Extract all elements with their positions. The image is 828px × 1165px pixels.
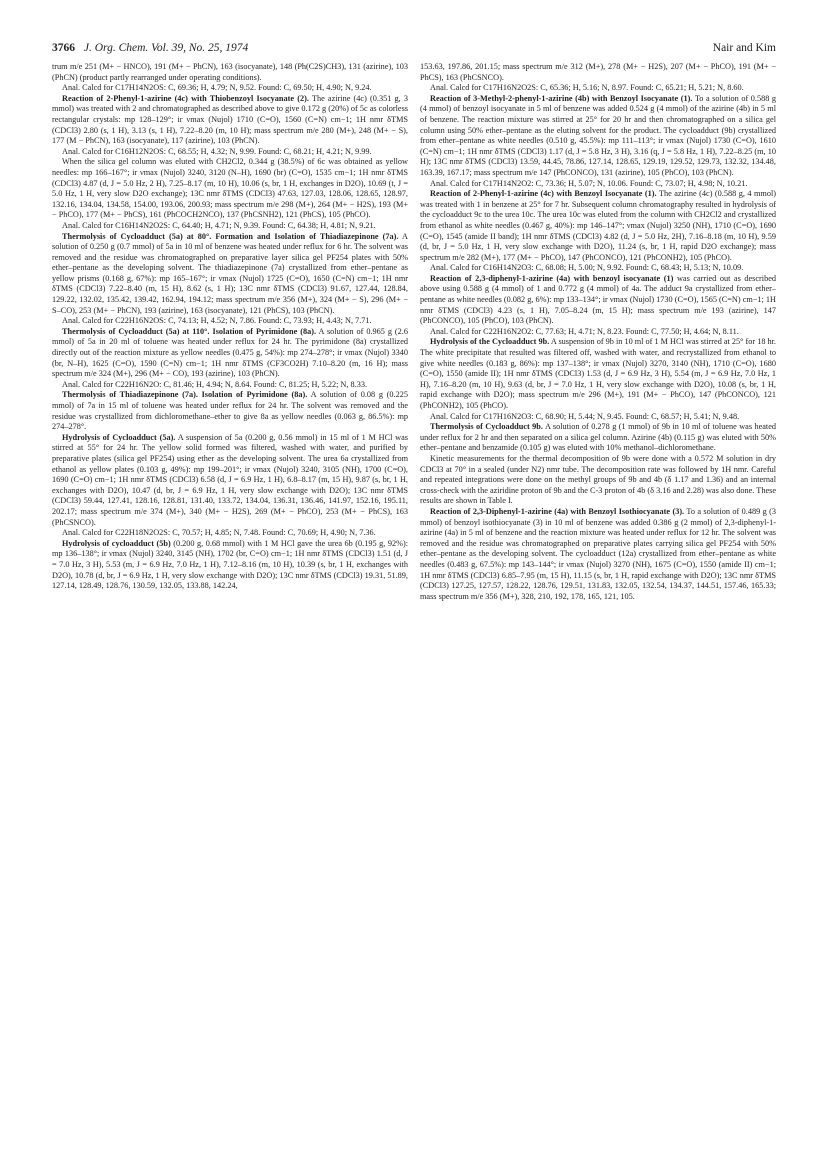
paragraph <box>52 380 408 391</box>
paragraph <box>420 94 776 179</box>
paragraph <box>420 454 776 507</box>
paragraph <box>420 507 776 602</box>
paragraph-text: Anal. Calcd for C16H14N2O2S: C, 64.40; H, 4.71; N, 9.39. Found: C, 64.38; H, 4.81; N, 9.21. <box>62 220 376 230</box>
paragraph-text: Anal. Calcd for C17H14N2O2: C, 73.36; H, 5.07; N, 10.06. Found: C, 73.07; H, 4.98; N, 10.21. <box>430 178 748 188</box>
paragraph-text: A solution of 0.278 g (1 mmol) of 9b in 10 ml of toluene was heated under reflux for 2 hr and then separated on a silica gel column. Azirine (4b) (0.115 g) was eluted with 50% ether–pentane and benzamide (0.105 g) was eluted with 10% methanol–dichloromethane. <box>420 422 776 453</box>
paragraph-text: When the silica gel column was eluted with CH2Cl2, 0.344 g (38.5%) of 6c was obtained as yellow needles: mp 166–167°; ir νmax (Nujol) 3240, 3120 (N–H), 1690 (br) (C=O), 1535 cm−1; 1H nmr δTMS (CDCl3) 4.87 (d, J = 5.0 Hz, 2 H), 7.25–8.17 (m, 10 H), 10.06 (s, br, 1 H, exchanges in D2O), 10.69 (t, J = 5.0 Hz, 1 H, very slow D2O exchange); 13C nmr δTMS (CDCl3) 47.63, 127.03, 128.06, 128.65, 128.97, 132.16, 134.04, 134.58, 154.00, 193.06, 200.93; mass spectrum m/e 298 (M+), 264 (M+ − H2S), 193 (M+ − PhCO), 177 (M+ − PhCS), 161 (PhCOCH2NCO), 137 (PhCSNH2), 121 (PhCS), 105 (PhCO). <box>52 157 408 220</box>
section-heading: Thermolysis of Cycloadduct (5a) at 110°. Isolation of Pyrimidone (8a). <box>62 326 317 336</box>
paragraph-text: Kinetic measurements for the thermal decomposition of 9b were done with a 0.572 M solution in dry CDCl3 at 70° in a sealed (under N2) nmr tube. The decomposition rate was followed by 1H nmr. Careful and repeated integrations were done on the methyl groups of 9b and 4b (δ 1.17 and 1.36) and an internal cross-check with the aziridine proton of 9b and the C-3 proton of 4b (δ 3.16 and 2.28) was also done. These results are shown in Table I. <box>420 453 776 506</box>
paragraph-text: A suspension of 9b in 10 ml of 1 M HCl was stirred at 25° for 18 hr. The white precipitate that resulted was filtered off, washed with water, and recrystallized from ethanol to give white needles (0.183 g, 86%): mp 137–138°; ir νmax (Nujol) 3270, 3140 (NH), 1710 (C=O), 1680 (C=O), 1550 (amide II); 1H nmr δTMS (CDCl3) 1.53 (d, J = 6.9 Hz, 3 H), 5.54 (m, J = 6.9 Hz, 7.0 Hz, 1 H), 7.16–8.20 (m, 10 H), 9.63 (d, br, J = 7.0 Hz, 1 H, very slow exchange with D2O), 10.08 (s, br, 1 H, rapid exchange with D2O); mass spectrum m/e 296 (M+), 191 (M+ − PhCO), 147 (PhCONCO), 121 (PhCONH2), 105 (PhCO). <box>420 337 776 410</box>
paragraph-text: Anal. Calcd for C17H16N2O2S: C, 65.36; H, 5.16; N, 8.97. Found: C, 65.21; H, 5.21; N, 8.60. <box>430 83 744 93</box>
paragraph-text: A solution of 0.965 g (2.6 mmol) of 5a in 20 ml of toluene was heated under reflux for 24 hr. The pyrimidone (8a) crystallized directly out of the reaction mixture as yellow needles (0.475 g, 54%): mp 274–278°; ir νmax (Nujol) 3340 (br, N–H), 1625 (C=O), 1590 (C=N) cm−1; 1H nmr δTMS (CF3CO2H) 7.10–8.20 (m, 16 H); mass spectrum m/e 324 (M+), 296 (M+ − CO), 193 (azirine), 103 (PhCN). <box>52 326 408 379</box>
paragraph-text: The azirine (4c) (0.588 g, 4 mmol) was treated with 1 in benzene at 25° for 7 hr. Subsequent column chromatography resulted in hydrolysis of the cycloadduct 9c to the urea 10c. The urea 10c was eluted from the column with CH2Cl2 and crystallized from ethanol as white needles (0.467 g, 40%): mp 146–147°; νmax (Nujol) 3250 (NH), 1710 (C=O), 1690 (C=O), 1545 (amide II band); 1H nmr δTMS (CDCl3) 4.82 (d, J = 5.0 Hz, 2H), 7.16–8.18 (m, 10 H), 9.59 (d, br, J = 5.0 Hz, 1 H, very slow exchange with D2O), 11.24 (s, br, 1 H, rapid D2O exchange); mass spectrum m/e 282 (M+), 177 (M+ − PhCO), 147 (PhCONCO), 121 (PhCONH2), 105 (PhCO). <box>420 189 776 262</box>
paragraph-text: (0.200 g, 0.68 mmol) with 1 M HCl gave the urea 6b (0.195 g, 92%): mp 136–138°; ir νmax (Nujol) 3240, 3145 (NH), 1702 (br, C=O) cm−1; 1H nmr δTMS (CDCl3) 1.51 (d, J = 7.0 Hz, 3 H), 5.53 (m, J = 6.9 Hz, 7.0 Hz, 1 H), 7.12–8.16 (m, 10 H), 10.39 (s, br, 1 H, exchanges with D2O), 10.78 (d, br, J = 6.9 Hz, 1 H, very slow exchange with D2O); 13C nmr δTMS (CDCl3) 19.31, 51.89, 127.14, 128.49, 128.76, 130.59, 132.05, 133.88, 142.24, <box>52 538 408 591</box>
paragraph <box>52 232 408 317</box>
author-names: Nair and Kim <box>712 42 776 54</box>
section-heading: Thermolysis of Cycloadduct 9b. <box>430 422 543 432</box>
paragraph-text: A suspension of 5a (0.200 g, 0.56 mmol) in 15 ml of 1 M HCl was stirred at 55° for 24 hr. The yellow solid formed was filtered, washed with water, and purified by preparative plates (silica gel PF254) using ether as the developing solvent. The urea 6a crystallized from ethanol as yellow plates (0.103 g, 49%): mp 199–201°; ir νmax (Nujol) 3240, 3105 (NH), 1700 (C=O), 1690 (C=O) cm−1; 1H nmr δTMS (CDCl3) 6.58 (d, J = 6.9 Hz, 1 H), 6.8–8.17 (m, 15 H), 9.87 (s, br, 1 H, exchanges with D2O), 10.47 (d, br, J = 6.9 Hz, 1 H, very slow exchange with D2O); 13C nmr δTMS (CDCl3) 59.44, 127.41, 128.16, 128.81, 131.40, 133.72, 134.04, 136.31, 136.46, 141.97, 152.16, 195.11, 202.17; mass spectrum m/e 374 (M+), 340 (M+ − H2S), 269 (M+ − PhCO), 253 (M+ − PhCS), 163 (PhCSNCO). <box>52 432 408 527</box>
paragraph <box>420 263 776 274</box>
paragraph <box>52 94 408 147</box>
section-heading: Reaction of 2-Phenyl-1-azirine (4c) with Thiobenzoyl Isocyanate (2). <box>62 93 309 103</box>
paragraph-text: A solution of 0.250 g (0.7 mmol) of 5a in 10 ml of benzene was heated under reflux for 6 hr. The solvent was removed and the residue was chromatographed on preparative layer silica gel PF254 plates with 50% ether–pentane as the developing solvent. The thiadiazepinone (7a) crystallized from ether–pentane as yellow prisms (0.168 g, 67%): mp 165–167°; ir νmax (Nujol) 1725 (C=O), 1650 (C=N) cm−1; 1H nmr δTMS (CDCl3) 7.22–8.40 (m, 15 H), 8.62 (s, 1 H); 13C nmr δTMS (CDCl3) 91.67, 127.44, 128.84, 129.22, 132.02, 135.42, 139.42, 162.94, 194.12; mass spectrum m/e 356 (M+), 324 (M+ − S), 296 (M+ − S–CO), 253 (M+ − PhCN), 193 (azirine), 163 (isocyanate), 121 (PhCS), 103 (PhCN). <box>52 231 408 315</box>
paragraph-text: Anal. Calcd for C22H18N2O2S: C, 70.57; H, 4.85; N, 7.48. Found: C, 70.69; H, 4.90; N, 7.36. <box>62 528 376 538</box>
paragraph-text: was carried out as described above using 0.588 g (4 mmol) of 1 and 0.772 g (4 mmol) of 4a. The adduct 9a crystallized from ether–pentane as white needles (0.082 g, 6%): mp 133–134°; ir νmax (Nujol) 1730 (C=O), 1565 (C=N) cm−1; 1H nmr δTMS (CDCl3) 4.23 (s, 1 H), 7.05–8.24 (m, 15 H); mass spectrum m/e 193 (azirine), 147 (PhCONCO), 105 (PhCO), 103 (PhCN). <box>420 273 776 326</box>
paragraph-text: Anal. Calcd for C16H12N2OS: C, 68.55; H, 4.32; N, 9.99. Found: C, 68.21; H, 4.21; N, 9.99. <box>62 146 372 156</box>
left-column <box>52 62 408 1152</box>
section-heading: Reaction of 2-Phenyl-1-azirine (4c) with Benzoyl Isocyanate (1). <box>430 189 657 199</box>
section-heading: Thermolysis of Cycloadduct (5a) at 80°. Formation and Isolation of Thiadiazepinone (7a). <box>62 231 399 241</box>
paragraph <box>420 62 776 83</box>
paragraph-text: Anal. Calcd for C22H16N2OS: C, 74.13; H, 4.52; N, 7.86. Found: C, 73.93; H, 4.43; N, 7.71. <box>62 316 372 326</box>
paragraph <box>52 390 408 432</box>
paragraph-text: Anal. Calcd for C22H16N2O: C, 81.46; H, 4.94; N, 8.64. Found: C, 81.25; H, 5.22; N, 8.33. <box>62 379 368 389</box>
paragraph <box>52 221 408 232</box>
paragraph <box>52 327 408 380</box>
right-column <box>420 62 776 1152</box>
paragraph <box>52 147 408 158</box>
paragraph <box>52 157 408 221</box>
paragraph <box>420 422 776 454</box>
running-header <box>52 40 776 56</box>
paragraph <box>420 412 776 423</box>
paragraph-text: Anal. Calcd for C17H14N2OS: C, 69.36; H, 4.79; N, 9.52. Found: C, 69.50; H, 4.90; N, 9.24. <box>62 83 372 93</box>
paragraph <box>52 528 408 539</box>
journal-citation: J. Org. Chem. Vol. 39, No. 25, 1974 <box>83 42 249 54</box>
paragraph-text: Anal. Calcd for C16H14N2O3: C, 68.08; H, 5.00; N, 9.92. Found: C, 68.43; H, 5.13; N, 10.09. <box>430 263 744 273</box>
section-heading: Reaction of 2,3-diphenyl-1-azirine (4a) with benzoyl isocyanate (1) <box>430 273 674 283</box>
paragraph <box>420 83 776 94</box>
paragraph-text: Anal. Calcd for C17H16N2O3: C, 68.90; H, 5.44; N, 9.45. Found: C, 68.57; H, 5.41; N, 9.48. <box>430 411 740 421</box>
paragraph-text: To a solution of 0.588 g (4 mmol) of benzoyl isocyanate in 5 ml of benzene was added 0.524 g (4 mmol) of the azirine (4b) in 5 ml of benzene. The reaction mixture was stirred at 25° for 20 hr and then chromatographed on a silica gel column using 50% ether–pentane as the eluting solvent for the product. The cycloadduct (9b) crystallized from ether–pentane as white needles (0.510 g, 45.5%): mp 111–113°; ir νmax (Nujol) 1730 (C=O), 1610 (C=N) cm−1; 1H nmr δTMS (CDCl3) 1.17 (d, J = 5.8 Hz, 3 H), 3.16 (q, J = 5.8 Hz, 1 H), 7.22–8.25 (m, 10 H); 13C nmr δTMS (CDCl3) 13.59, 44.45, 78.86, 127.14, 128.65, 129.19, 129.52, 129.73, 132.32, 134.48, 163.39, 167.17; mass spectrum m/e 147 (PhCONCO), 131 (azirine), 105 (PhCO), 103 (PhCN). <box>420 93 776 177</box>
paragraph-text: The azirine (4c) (0.351 g, 3 mmol) was treated with 2 and chromatographed as described above to give 0.172 g (20%) of 5c as colorless rectangular crystals: mp 128–129°; ir νmax (Nujol) 1710 (C=O), 1560 (C=N) cm−1; 1H nmr δTMS (CDCl3) 2.80 (s, 1 H), 3.13 (s, 1 H), 7.22–8.20 (m, 10 H); mass spectrum m/e 280 (M+), 248 (M+ − S), 177 (M − PhCN), 163 (isocyanate), 117 (azirine), 103 (PhCN). <box>52 93 408 146</box>
paragraph-text: Anal. Calcd for C22H16N2O2: C, 77.63; H, 4.71; N, 8.23. Found: C, 77.50; H, 4.64; N, 8.11. <box>430 326 739 336</box>
paragraph-text: A solution of 0.08 g (0.225 mmol) of 7a in 15 ml of toluene was heated under reflux for 24 hr. The solvent was removed and the residue was crystallized from dichloromethane–ether to give 8a as yellow needles (0.063 g, 86.5%): mp 274–278°. <box>52 390 408 432</box>
section-heading: Thermolysis of Thiadiazepinone (7a). Isolation of Pyrimidone (8a). <box>62 390 308 400</box>
section-heading: Reaction of 2,3-Diphenyl-1-azirine (4a) with Benzoyl Isothiocyanate (3). <box>430 506 685 516</box>
paragraph-text: 153.63, 197.86, 201.15; mass spectrum m/e 312 (M+), 278 (M+ − H2S), 207 (M+ − PhCO), 191 (M+ − PhCS), 163 (PhCSNCO). <box>420 62 776 82</box>
paragraph <box>52 83 408 94</box>
paragraph <box>420 274 776 327</box>
section-heading: Hydrolysis of cycloadduct (5b) <box>62 538 171 548</box>
paragraph <box>420 327 776 338</box>
paragraph <box>420 179 776 190</box>
paragraph <box>420 337 776 411</box>
section-heading: Hydrolysis of Cycloadduct (5a). <box>62 432 176 442</box>
header-left <box>52 40 248 56</box>
paragraph-text: trum m/e 251 (M+ − HNCO), 191 (M+ − PhCN), 163 (isocyanate), 148 (Ph(C2S)CH3), 131 (azirine), 103 (PhCN) (product partly rearranged under operating conditions). <box>52 62 408 82</box>
paragraph <box>52 433 408 528</box>
paragraph <box>52 62 408 83</box>
paragraph-text: To a solution of 0.489 g (3 mmol) of benzoyl isothiocyanate (3) in 10 ml of benzene was added 0.386 g (2 mmol) of 2,3-diphenyl-1-azirine (4a) in 5 ml of benzene and the reaction mixture was heated under reflux for 12 hr. The solvent was removed and the residue was chromatographed on preparative plates carrying silica gel PF254 with 50% ether–pentane as the developing solvent. The cycloadduct (12a) crystallized from ether–pentane as white needles (0.483 g, 67.5%): mp 143–144°; ir νmax (Nujol) 3270 (NH), 1675 (C=O), 1550 (amide II) cm−1; 1H nmr δTMS (CDCl3) 6.85–7.95 (m, 15 H), 11.15 (s, br, 1 H, rapid exchange with D2O); 13C nmr δTMS (CDCl3) 127.25, 127.57, 128.22, 128.76, 129.51, 131.83, 132.05, 132.54, 134.37, 144.51, 157.46, 165.33; mass spectrum m/e 356 (M+), 328, 210, 192, 178, 165, 121, 105. <box>420 506 776 601</box>
page-number: 3766 <box>52 42 75 54</box>
section-heading: Hydrolysis of the Cycloadduct 9b. <box>430 337 550 347</box>
section-heading: Reaction of 3-Methyl-2-phenyl-1-azirine (4b) with Benzoyl Isocyanate (1). <box>430 93 693 103</box>
paragraph <box>52 539 408 592</box>
paragraph <box>420 189 776 263</box>
paragraph <box>52 316 408 327</box>
